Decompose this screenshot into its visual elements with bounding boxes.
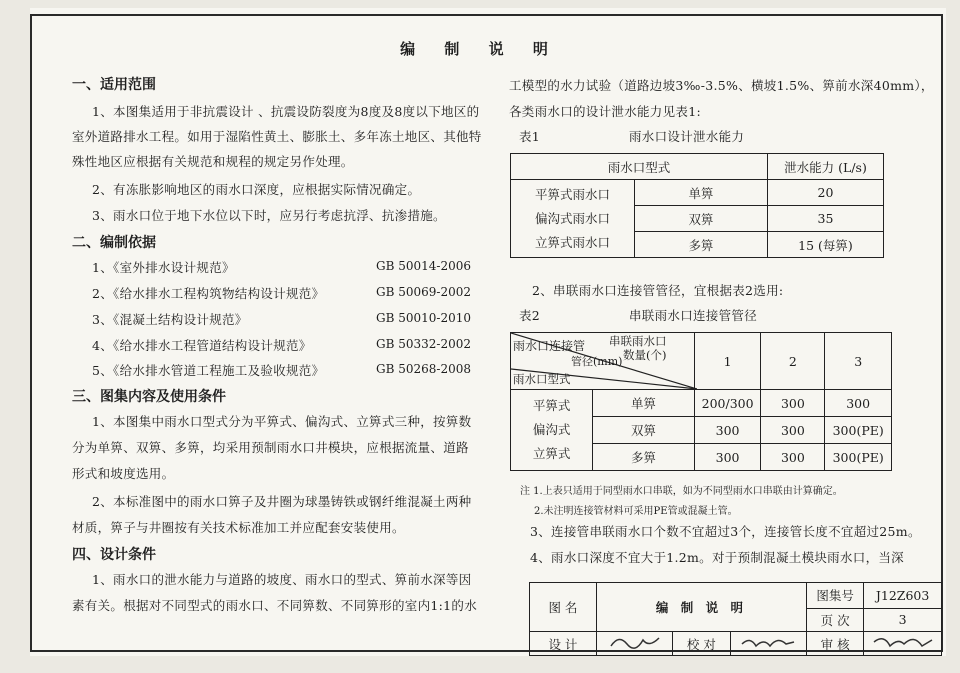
table-header: 2 — [761, 333, 825, 390]
reference-name: 4、《给水排水工程管道结构设计规范》 — [92, 338, 312, 353]
table-cell: 多箅 — [593, 444, 695, 471]
paragraph: 1、雨水口的泄水能力与道路的坡度、雨水口的型式、箅前水深等因 — [92, 572, 472, 587]
table-cell: 300 — [761, 390, 825, 417]
checker-signature — [730, 632, 806, 656]
atlas-number: J12Z603 — [864, 583, 942, 609]
table-cell: 35 — [768, 206, 884, 232]
table-cell: 15 (每箅) — [768, 232, 884, 258]
table-header: 1 — [694, 333, 761, 390]
reference-name: 1、《室外排水设计规范》 — [92, 260, 235, 275]
table-2-label: 表2 — [519, 308, 541, 323]
reference-code: GB 50014-2006 — [376, 259, 471, 273]
reference-code: GB 50010-2010 — [376, 311, 471, 325]
signature-image — [738, 632, 798, 652]
title-block-name: 编 制 说 明 — [596, 583, 806, 632]
paragraph: 4、雨水口深度不宜大于1.2m。对于预制混凝土模块雨水口，当深 — [530, 550, 904, 565]
paragraph: 1、本图集适用于非抗震设计 、抗震设防裂度为8度及8度以下地区的 — [92, 104, 480, 119]
corner-label: 管径(mm) — [571, 355, 623, 368]
title-block — [529, 582, 942, 656]
table-cell: 单箅 — [593, 390, 695, 417]
paragraph: 1、本图集中雨水口型式分为平箅式、偏沟式、立箅式三种，按箅数 — [92, 414, 472, 429]
section-2-heading: 二、编制依据 — [72, 235, 156, 251]
paragraph: 工模型的水力试验（道路边坡3‰-3.5%、横坡1.5%、箅前水深40mm）， — [509, 78, 934, 93]
table-1-label: 表1 — [519, 129, 541, 144]
paragraph: 3、雨水口位于地下水位以下时，应另行考虑抗浮、抗渗措施。 — [92, 208, 446, 223]
paragraph: 殊性地区应根据有关规范和规程的规定另作处理。 — [72, 154, 354, 169]
paragraph: 2、串联雨水口连接管管径，宜根据表2选用: — [532, 283, 784, 298]
paragraph: 各类雨水口的设计泄水能力见表1: — [509, 104, 701, 119]
paragraph: 3、连接管串联雨水口个数不宜超过3个，连接管长度不宜超过25m。 — [530, 524, 921, 539]
title-block-label: 图集号 — [806, 583, 863, 609]
reference-name: 5、《给水排水管道工程施工及验收规范》 — [92, 363, 325, 378]
table-1-title: 雨水口设计泄水能力 — [629, 129, 745, 144]
paragraph: 2、本标准图中的雨水口箅子及井圈为球墨铸铁或钢纤维混凝土两种 — [92, 494, 472, 509]
page-number: 3 — [864, 608, 942, 631]
table-2-title: 串联雨水口连接管管径 — [629, 308, 758, 323]
table-cell: 双箅 — [593, 417, 695, 444]
page-title: 编 制 说 明 — [400, 40, 560, 58]
title-block-label: 页 次 — [806, 608, 863, 631]
table-cell: 单箅 — [635, 180, 768, 206]
table-cell: 300(PE) — [825, 444, 892, 471]
reference-code: GB 50332-2002 — [376, 337, 471, 351]
title-block-label: 校 对 — [673, 632, 730, 656]
table-cell: 300 — [694, 444, 761, 471]
table-note: 注 1.上表只适用于同型雨水口串联，如为不同型雨水口串联由计算确定。 — [520, 486, 843, 497]
paragraph: 分为单箅、双箅、多箅，均采用预制雨水口井模块，应根据流量、道路 — [72, 440, 469, 455]
corner-label: 雨水口型式 — [513, 372, 571, 386]
table-cell: 双箅 — [635, 206, 768, 232]
table-cell: 300 — [694, 417, 761, 444]
table-header: 3 — [825, 333, 892, 390]
table-cell: 平箅式 偏沟式 立箅式 — [511, 390, 593, 471]
title-block-label: 审 核 — [806, 632, 863, 656]
section-3-heading: 三、图集内容及使用条件 — [72, 389, 226, 405]
section-4-heading: 四、设计条件 — [72, 547, 156, 563]
corner-label: 雨水口连接管 — [513, 339, 586, 353]
signature-image — [868, 632, 938, 652]
paragraph: 形式和坡度选用。 — [72, 466, 175, 481]
table-2 — [510, 332, 892, 471]
paragraph: 素有关。根据对不同型式的雨水口、不同箅数、不同箅形的室内1:1的水 — [72, 598, 478, 613]
table-cell: 300 — [825, 390, 892, 417]
table-1 — [510, 153, 884, 258]
table-cell: 多箅 — [635, 232, 768, 258]
designer-signature — [596, 632, 672, 656]
corner-label: 串联雨水口 — [609, 334, 667, 348]
section-1-heading: 一、适用范围 — [72, 77, 156, 93]
table-cell: 300 — [761, 444, 825, 471]
paragraph: 2、有冻胀影响地区的雨水口深度，应根据实际情况确定。 — [92, 182, 421, 197]
reference-name: 3、《混凝土结构设计规范》 — [92, 312, 248, 327]
reference-code: GB 50268-2008 — [376, 362, 471, 376]
paragraph: 室外道路排水工程。如用于湿陷性黄土、膨胀土、多年冻土地区、其他特 — [72, 129, 482, 144]
table-cell: 300(PE) — [825, 417, 892, 444]
table-cell: 200/300 — [694, 390, 761, 417]
reference-name: 2、《给水排水工程构筑物结构设计规范》 — [92, 286, 325, 301]
table-cell: 20 — [768, 180, 884, 206]
table-header: 雨水口型式 — [511, 154, 768, 180]
table-note: 2.未注明连接管材料可采用PE管或混凝土管。 — [534, 506, 738, 517]
corner-label: 数量(个) — [623, 348, 667, 362]
table-cell: 平箅式雨水口 偏沟式雨水口 立箅式雨水口 — [511, 180, 635, 258]
reference-code: GB 50069-2002 — [376, 285, 471, 299]
table-cell: 300 — [761, 417, 825, 444]
title-block-label: 设 计 — [530, 632, 597, 656]
signature-image — [605, 632, 665, 652]
title-block-label: 图 名 — [530, 583, 597, 632]
reviewer-signature — [864, 632, 942, 656]
paragraph: 材质，箅子与井圈按有关技术标准加工并应配套安装使用。 — [72, 520, 405, 535]
table-header: 泄水能力 (L/s) — [768, 154, 884, 180]
table-corner-header — [511, 333, 695, 390]
